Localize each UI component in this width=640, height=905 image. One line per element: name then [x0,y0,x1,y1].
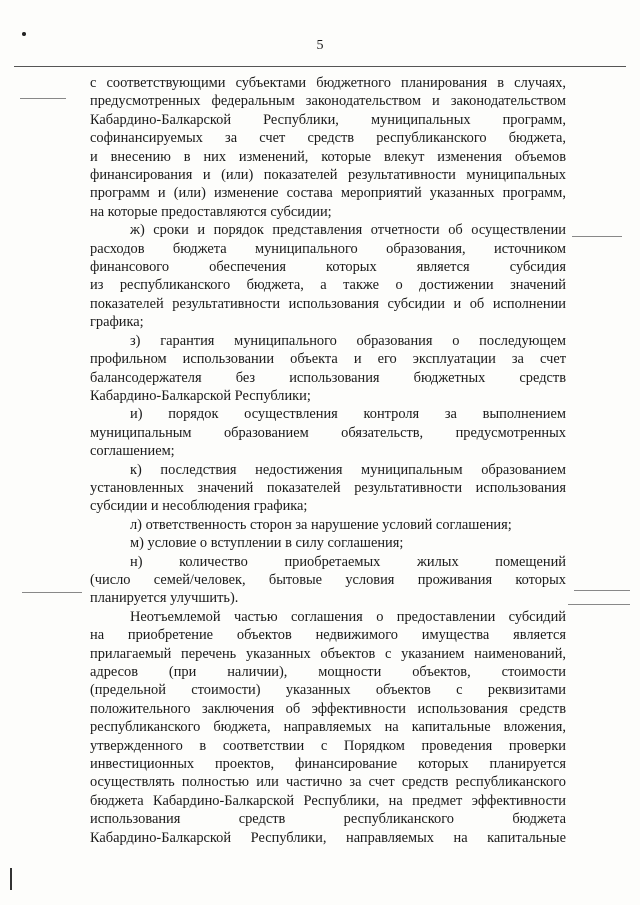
text-line: финансирования и (или) показателей результативности муниципальных [90,167,566,184]
text-line: л) ответственность сторон за нарушение условий соглашения; [130,516,512,533]
scan-dash-left [20,98,66,99]
text-line: субсидии и несоблюдения графика; [90,498,308,515]
text-line: Кабардино-Балкарской Республики; [90,387,311,404]
paragraph [90,461,566,516]
text-line: показателей результативности использования субсидии и об исполнении [90,295,566,312]
text-line: (предельной стоимости) указанных объектов с реквизитами [90,682,566,699]
text-line: прилагаемый перечень указанных объектов с указанием наименований, [90,645,566,662]
text-line: адресов (при наличии), мощности объектов, стоимости [90,664,566,680]
text-line: Кабардино-Балкарской Республики, муниципальных программ, [90,111,566,128]
paragraph [90,534,566,552]
text-line: графика; [90,314,144,331]
text-line: Кабардино-Балкарской Республики, направляемых на капитальные [90,829,566,846]
text-line: и внесению в них изменений, которые влекут изменения объемов [90,148,566,165]
text-line: Неотъемлемой частью соглашения о предоставлении субсидий [130,608,566,625]
text-line: з) гарантия муниципального образования о последующем [130,332,566,349]
text-line: финансового обеспечения которых является субсидия [90,259,566,276]
scan-dash-right [572,236,622,237]
text-line: муниципальным образованием обязательств, предусмотренных [90,424,566,441]
page-number: 5 [316,38,324,53]
text-line: софинансируемых за счет средств республиканского бюджета, [90,130,566,147]
scan-fold-line-top [14,66,626,67]
text-line: бюджета Кабардино-Балкарской Республики, на предмет эффективности [90,792,566,809]
text-line: положительного заключения об эффективности использования средств [90,700,566,717]
text-line: программ и (или) изменение состава мероприятий указанных программ, [90,185,566,202]
text-line: осуществлять полностью или частично за счет средств республиканского [90,774,566,791]
text-line: расходов бюджета муниципального образования, источником [90,240,566,257]
text-line: м) условие о вступлении в силу соглашения; [130,535,404,552]
text-line: балансодержателя без использования бюджетных средств [90,369,566,386]
text-line: с соответствующими субъектами бюджетного планирования в случаях, [90,75,566,91]
paragraph [90,405,566,460]
text-line: инвестиционных проектов, финансирование которых планируется [90,756,566,773]
text-line: соглашением; [90,443,175,460]
text-line: республиканского бюджета, направляемых на капитальные вложения, [90,719,566,736]
text-line: из республиканского бюджета, а также о достижении значений [90,277,566,294]
text-line: на приобретение объектов недвижимого имущества является [90,627,566,644]
document-body [90,74,566,847]
scan-edge-mark [10,868,12,890]
text-line: и) порядок осуществления контроля за выполнением [130,406,566,423]
paragraph [90,332,566,406]
text-line: н) количество приобретаемых жилых помещений [130,553,566,570]
text-line: использования средств республиканского бюджета [90,811,566,828]
text-line: планируется улучшить). [90,590,239,607]
text-line: утвержденного в соответствии с Порядком проведения проверки [90,737,566,754]
text-line: на которые предоставляются субсидии; [90,203,332,220]
scan-dash-right-2 [574,590,630,591]
text-line: установленных значений показателей результативности использования [90,479,566,496]
text-line: ж) сроки и порядок представления отчетности об осуществлении [130,222,566,239]
text-line: профильном использовании объекта и его эксплуатации за счет [90,351,566,368]
scan-speck [22,32,26,36]
text-line: (число семей/человек, бытовые условия проживания которых [90,571,566,588]
text-line: предусмотренных федеральным законодательством и законодательством [90,93,566,110]
paragraph [90,74,566,221]
paragraph [90,221,566,331]
paragraph [90,608,566,847]
scan-dash-right-3 [568,604,630,605]
scan-dash-left-2 [22,592,82,593]
paragraph [90,516,566,534]
paragraph [90,553,566,608]
text-line: к) последствия недостижения муниципальным образованием [130,461,566,478]
